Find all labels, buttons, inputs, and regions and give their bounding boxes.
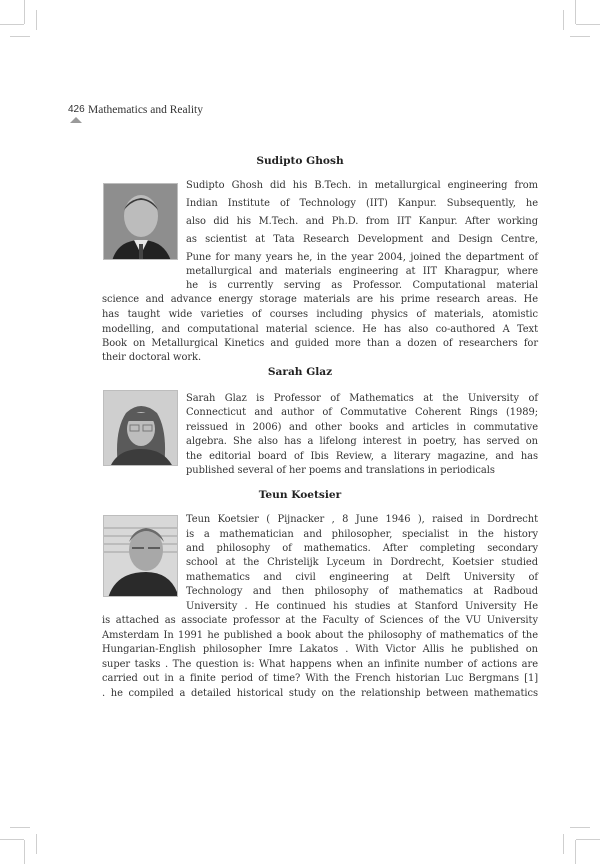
portrait-man-glasses-icon — [104, 516, 178, 597]
bio-line: is attached as associate professor at the Faculty of Sciences of the VU University — [102, 615, 538, 626]
bio-line: algebra. She also has a lifelong interest in poetry, has served on — [186, 436, 538, 447]
crop-mark — [10, 827, 30, 828]
crop-mark — [24, 840, 25, 864]
page-number: 426 — [68, 104, 85, 115]
bio-line: science and advance energy storage materials are his prime research areas. He — [102, 294, 538, 305]
bio-line: metallurgical and materials engineering at IIT Kharagpur, where — [186, 266, 538, 277]
crop-mark — [563, 10, 564, 30]
crop-mark — [576, 24, 600, 25]
bio-line: reissued in 2006) and other books and articles in commutative — [186, 422, 538, 433]
crop-mark — [570, 827, 590, 828]
bio-line: Sudipto Ghosh did his B.Tech. in metallurgical engineering from — [186, 180, 538, 191]
bio-line: Sarah Glaz is Professor of Mathematics at the University of — [186, 393, 538, 404]
photo-sudipto-ghosh — [103, 183, 178, 260]
bio-line: he is currently serving as Professor. Computational material — [186, 280, 538, 291]
section-title-sarah-glaz: Sarah Glaz — [267, 366, 333, 378]
photo-teun-koetsier — [103, 515, 178, 597]
crop-mark — [0, 24, 24, 25]
bio-line: their doctoral work. — [102, 352, 202, 363]
bio-line: and philosophy of mathematics. After completing secondary — [186, 543, 538, 554]
page-ornament-icon — [70, 117, 82, 123]
crop-mark — [10, 36, 30, 37]
bio-line: Indian Institute of Technology (IIT) Kanpur. Subsequently, he — [186, 198, 538, 209]
bio-line: as scientist at Tata Research Development and Design Centre, — [186, 234, 538, 245]
running-title: Mathematics and Reality — [88, 104, 203, 116]
bio-line: Teun Koetsier ( Pijnacker , 8 June 1946 ), raised in Dordrecht — [186, 514, 538, 525]
bio-line: Connecticut and author of Commutative Coherent Rings (1989; — [186, 407, 538, 418]
bio-line: Pune for many years he, in the year 2004, joined the department of — [186, 252, 538, 263]
crop-mark — [575, 0, 576, 24]
section-title-teun-koetsier: Teun Koetsier — [258, 489, 342, 501]
crop-mark — [24, 0, 25, 24]
crop-mark — [570, 36, 590, 37]
bio-line: has taught wide varieties of courses including physics of materials, atomistic — [102, 309, 538, 320]
crop-mark — [563, 834, 564, 854]
portrait-woman-icon — [104, 391, 178, 466]
crop-mark — [36, 834, 37, 854]
photo-sarah-glaz — [103, 390, 178, 466]
bio-line: Hungarian-English philosopher Imre Lakatos . With Victor Allis he published on — [102, 644, 538, 655]
bio-line: the editorial board of Ibis Review, a literary magazine, and has — [186, 451, 538, 462]
bio-line: Book on Metallurgical Kinetics and guided more than a dozen of researchers for — [102, 338, 538, 349]
bio-line: carried out in a finite period of time? With the French historian Luc Bergmans [1] — [102, 673, 538, 684]
bio-line: school at the Christelijk Lyceum in Dordrecht, Koetsier studied — [186, 557, 538, 568]
crop-mark — [0, 839, 24, 840]
bio-line: . he compiled a detailed historical study on the relationship between mathematics — [102, 688, 538, 699]
bio-line: mathematics and civil engineering at Delft University of — [186, 572, 538, 583]
bio-line: Technology and then philosophy of mathematics at Radboud — [186, 586, 538, 597]
crop-mark — [576, 839, 600, 840]
section-title-sudipto-ghosh: Sudipto Ghosh — [256, 155, 344, 167]
bio-line: super tasks . The question is: What happens when an infinite number of actions are — [102, 659, 538, 670]
crop-mark — [36, 10, 37, 30]
bio-line: University . He continued his studies at Stanford University He — [186, 601, 538, 612]
bio-line: modelling, and computational material science. He has also co-authored A Text — [102, 324, 538, 335]
bio-line: Amsterdam In 1991 he published a book about the philosophy of mathematics of the — [102, 630, 538, 641]
bio-line: is a mathematician and philosopher, specialist in the history — [186, 529, 538, 540]
bio-line: published several of her poems and translations in periodicals — [186, 465, 495, 476]
crop-mark — [575, 840, 576, 864]
portrait-man-icon — [104, 184, 178, 260]
bio-line: also did his M.Tech. and Ph.D. from IIT Kanpur. After working — [186, 216, 538, 227]
